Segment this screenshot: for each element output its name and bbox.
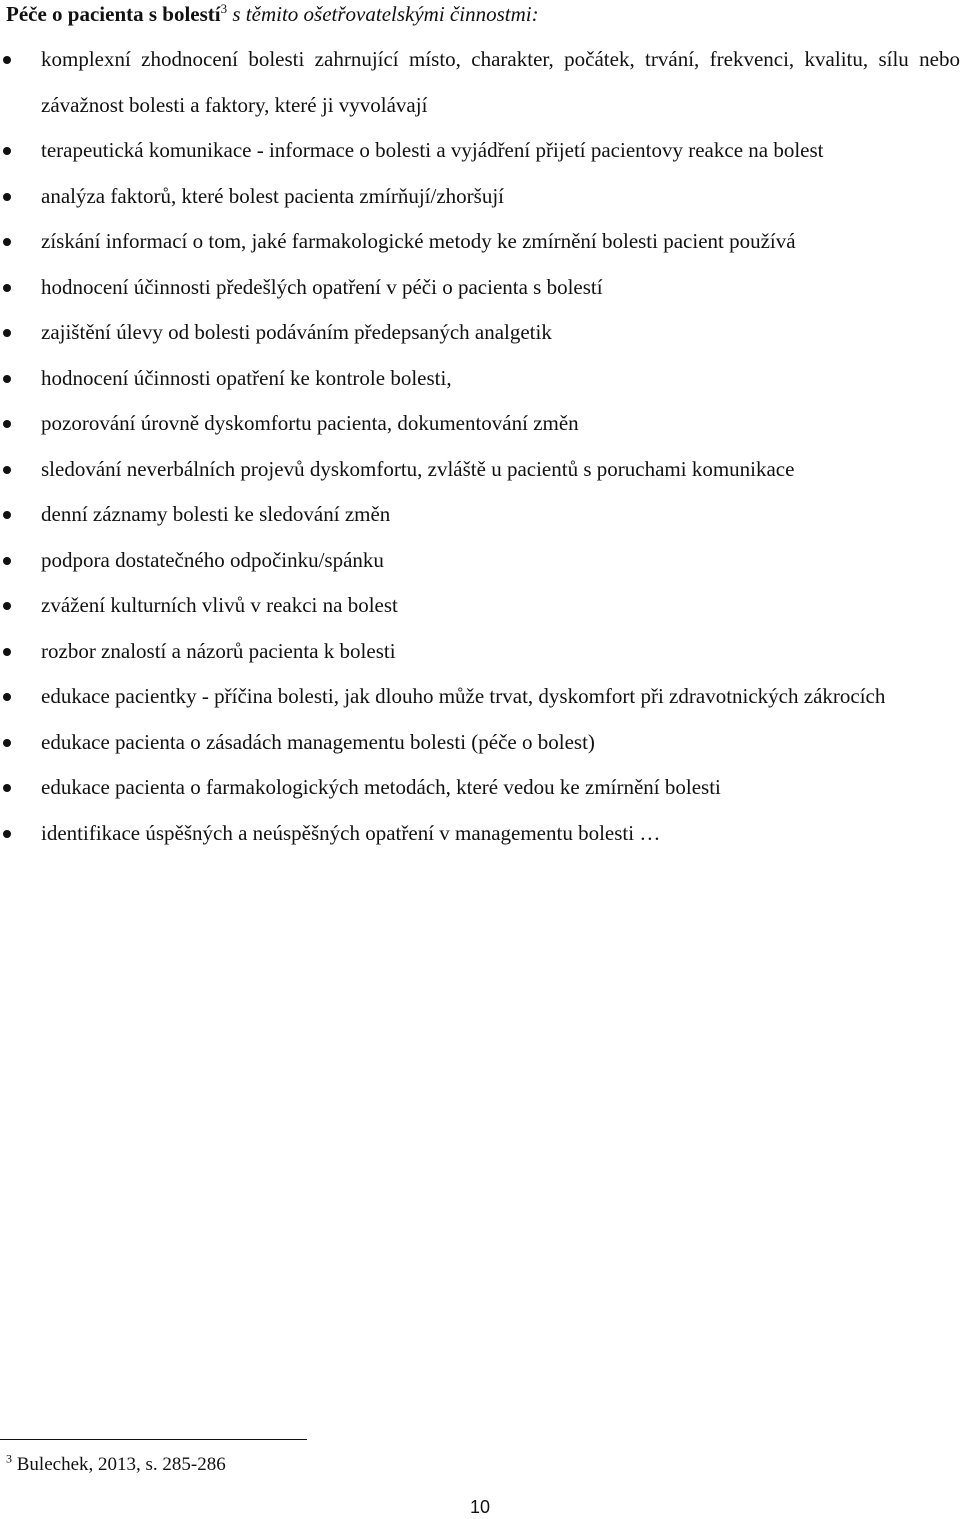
list-item xyxy=(0,765,960,811)
bullet-icon xyxy=(3,238,11,246)
bullet-icon xyxy=(3,648,11,656)
bullet-icon xyxy=(3,784,11,792)
footnote xyxy=(6,1453,226,1477)
footnote-reference: 3 xyxy=(220,1,228,16)
list-item-text: edukace pacientky - příčina bolesti, jak dlouho může trvat, dyskomfort při zdravotnických zákrocích xyxy=(41,684,886,708)
bullet-icon xyxy=(3,602,11,610)
bullet-icon xyxy=(3,329,11,337)
bullet-icon xyxy=(3,193,11,201)
list-item-text: denní záznamy bolesti ke sledování změn xyxy=(41,502,391,526)
bullet-icon xyxy=(3,284,11,292)
list-item-text: hodnocení účinnosti předešlých opatření v péči o pacienta s bolestí xyxy=(41,274,603,299)
care-activities-list xyxy=(0,37,960,856)
heading-title: Péče o pacienta s bolestí xyxy=(6,2,221,26)
list-item-text: zajištění úlevy od bolesti podáváním předepsaných analgetik xyxy=(41,320,552,344)
list-item-text: hodnocení účinnosti opatření ke kontrole bolesti, xyxy=(41,365,452,390)
list-item-text: pozorování úrovně dyskomfortu pacienta, dokumentování změn xyxy=(41,411,579,435)
list-item-text: komplexní zhodnocení bolesti zahrnující místo, charakter, počátek, trvání, frekvenci, kvalitu, sílu nebo závažnost bolesti a faktory, které ji vyvolávají xyxy=(41,47,960,117)
list-item xyxy=(0,401,960,447)
list-item xyxy=(0,811,960,857)
bullet-icon xyxy=(3,739,11,747)
list-item-text: získání informací o tom, jaké farmakologické metody ke zmírnění bolesti pacient používá xyxy=(41,229,796,253)
heading-subtitle: s těmito ošetřovatelskými činnostmi: xyxy=(227,2,539,26)
section-heading xyxy=(6,2,539,26)
list-item-text: identifikace úspěšných a neúspěšných opatření v managementu bolesti … xyxy=(41,820,661,845)
list-item xyxy=(0,720,960,766)
list-item xyxy=(0,265,960,311)
bullet-icon xyxy=(3,511,11,519)
list-item-text: edukace pacienta o zásadách managementu bolesti (péče o bolest) xyxy=(41,729,595,754)
bullet-icon xyxy=(3,147,11,155)
list-item-text: rozbor znalostí a názorů pacienta k bolesti xyxy=(41,638,396,663)
list-item xyxy=(0,37,960,128)
list-item-text: zvážení kulturních vlivů v reakci na bolest xyxy=(41,593,398,617)
bullet-icon xyxy=(3,693,11,701)
list-item-text: terapeutická komunikace - informace o bolesti a vyjádření přijetí pacientovy reakce na bolest xyxy=(41,138,824,162)
footnote-text: Bulechek, 2013, s. 285-286 xyxy=(12,1454,226,1475)
list-item xyxy=(0,310,960,356)
list-item xyxy=(0,492,960,538)
list-item-text: podpora dostatečného odpočinku/spánku xyxy=(41,547,384,572)
list-item-text: analýza faktorů, které bolest pacienta zmírňují/zhoršují xyxy=(41,183,504,208)
list-item-text: sledování neverbálních projevů dyskomfortu, zvláště u pacientů s poruchami komunikace xyxy=(41,456,795,481)
bullet-icon xyxy=(3,466,11,474)
list-item-text: edukace pacienta o farmakologických metodách, které vedou ke zmírnění bolesti xyxy=(41,775,721,799)
bullet-icon xyxy=(3,56,11,64)
list-item xyxy=(0,629,960,675)
bullet-icon xyxy=(3,375,11,383)
page-number: 10 xyxy=(469,1497,491,1517)
footnote-divider xyxy=(0,1439,307,1440)
list-item xyxy=(0,219,960,265)
list-item xyxy=(0,674,960,720)
bullet-icon xyxy=(3,830,11,838)
list-item xyxy=(0,174,960,220)
list-item xyxy=(0,356,960,402)
bullet-icon xyxy=(3,557,11,565)
list-item xyxy=(0,583,960,629)
list-item xyxy=(0,128,960,174)
bullet-icon xyxy=(3,420,11,428)
list-item xyxy=(0,447,960,493)
footnote-number: 3 xyxy=(6,1451,12,1466)
list-item xyxy=(0,538,960,584)
